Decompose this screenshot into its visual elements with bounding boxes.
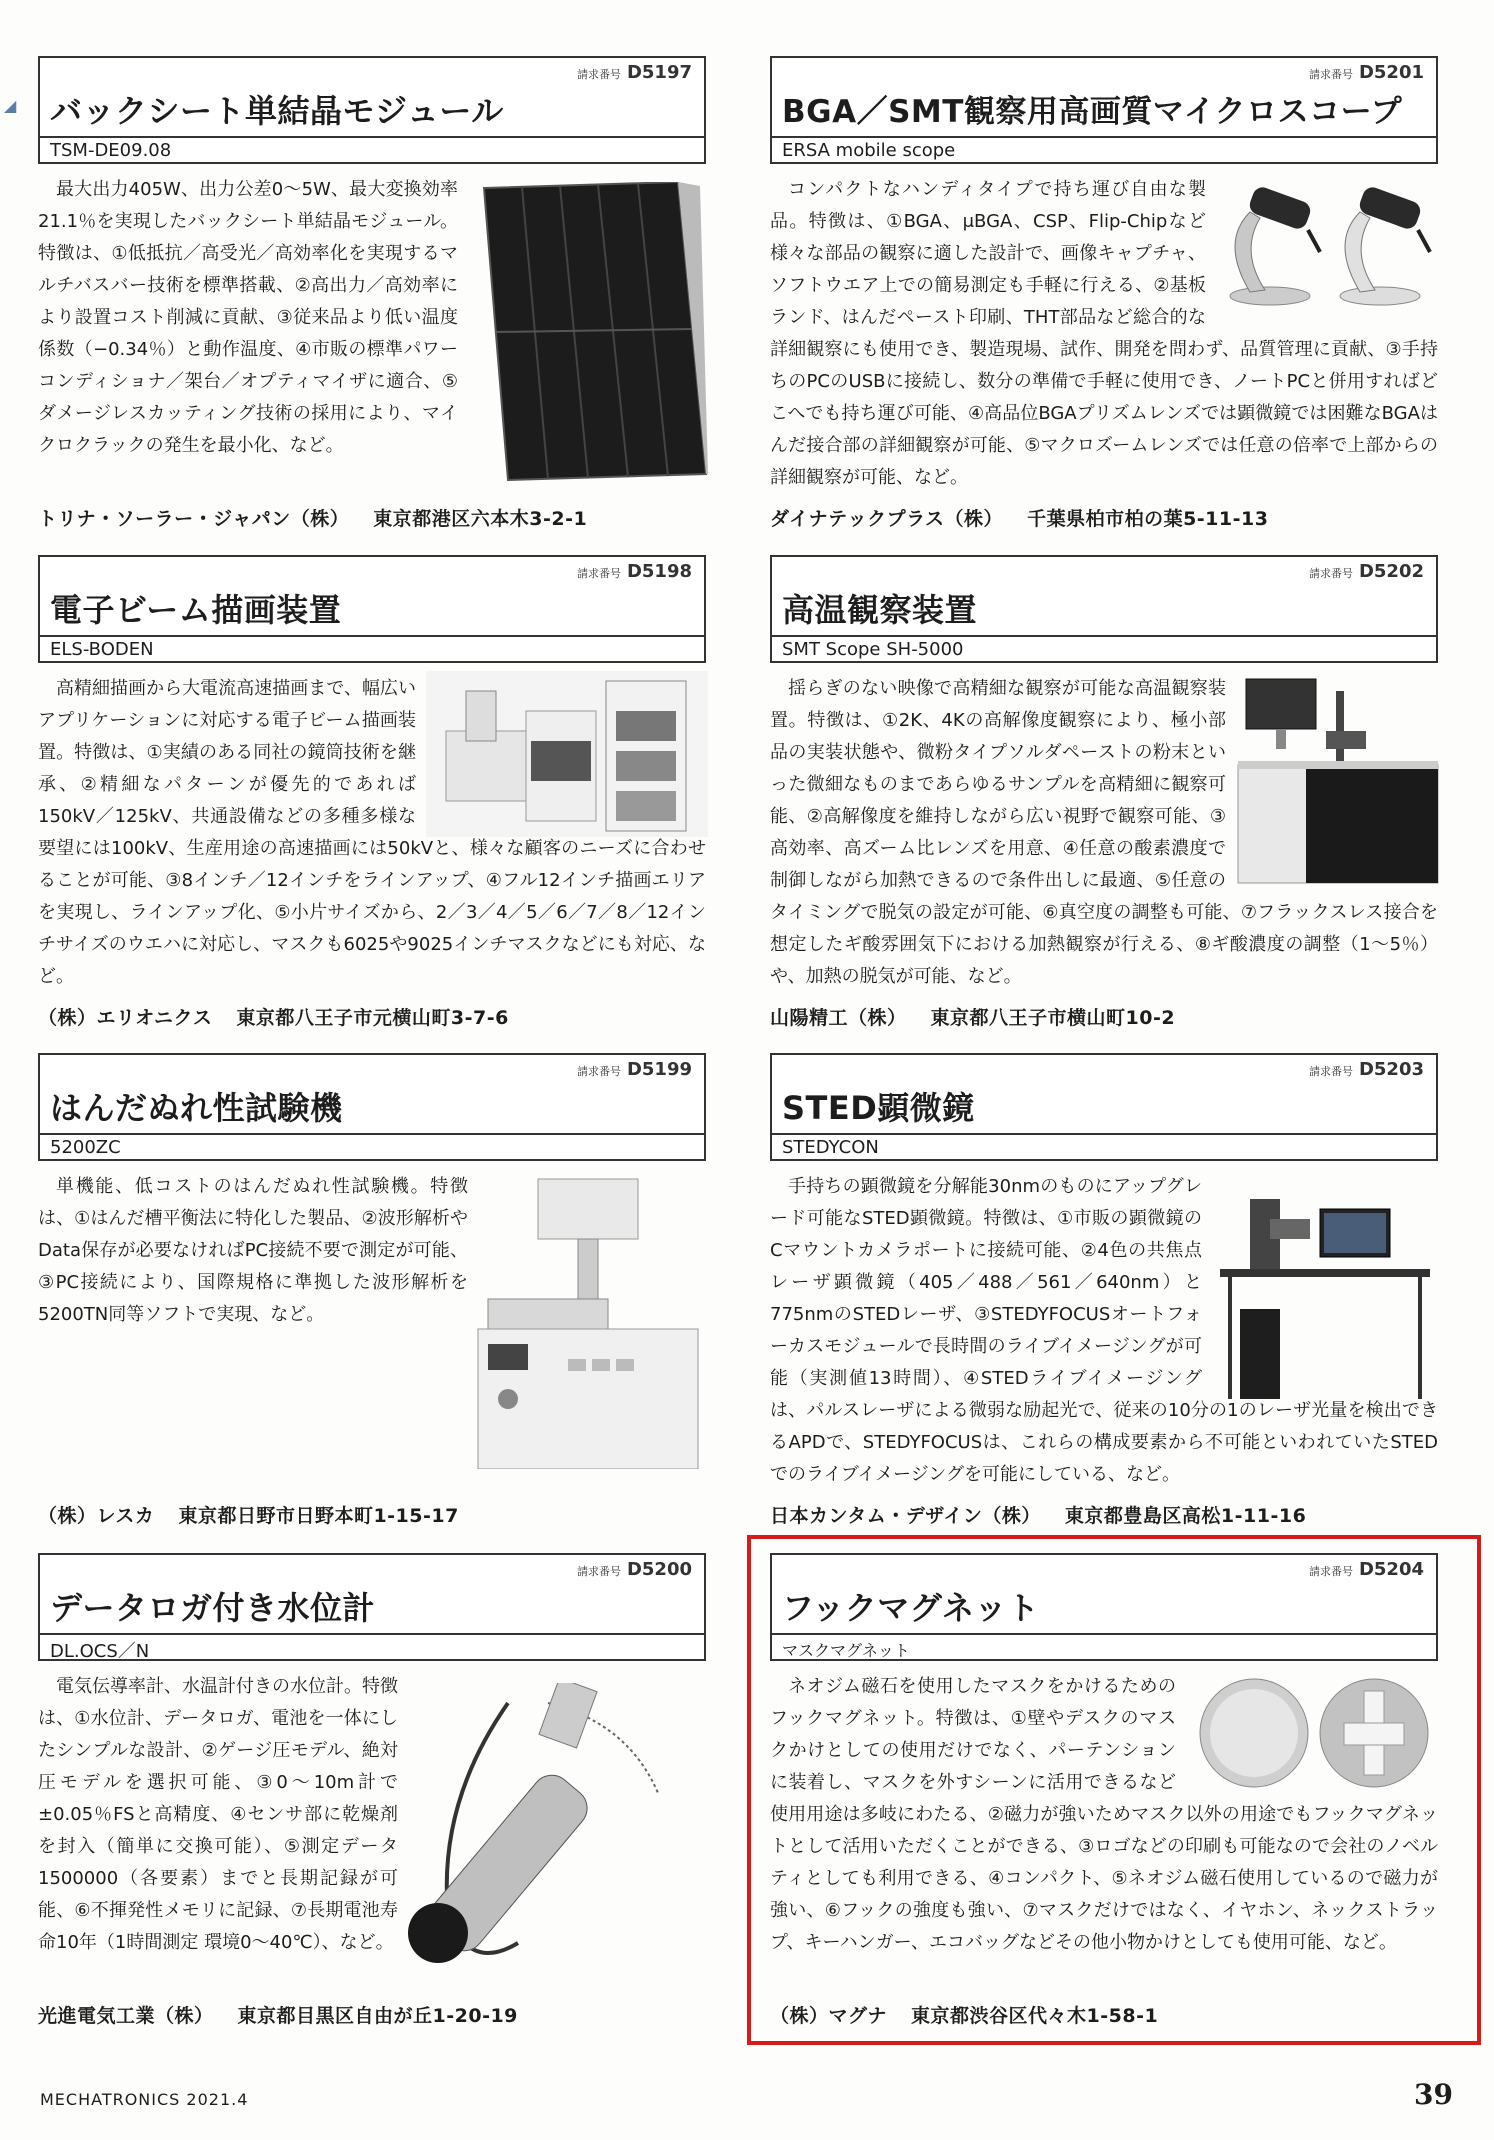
model-bar [770,1633,1438,1661]
product-description: 単機能、低コストのはんだぬれ性試験機。特徴は、①はんだ槽平衡法に特化した製品、②波形解析やData保存が必要なければPC接続不要で測定が可能、③PC接続により、国際規格に準拠した波形解析を5200TN同等ソフトで実現、など。 [38,1176,468,1325]
product-card [770,1053,1440,1533]
product-description: 電気伝導率計、水温計付きの水位計。特徴は、①水位計、データロガ、電池を一体にしたシンプルな設計、②ゲージ圧モデル、絶対圧モデルを選択可能、③0～10m計で±0.05％FSと高精度、④センサ部に乾燥剤を封入（簡単に交換可能）、⑤測定データ1500000（各要素）までと長期記録が可能、⑥不揮発性メモリに記録、⑦長期電池寿命10年（1時間測定 環境0～40℃）、など。 [38,1676,398,1953]
product-description: 最大出力405W、出力公差0～5W、最大変換効率21.1％を実現したバックシート単結晶モジュール。特徴は、①低抵抗／高受光／高効率化を実現するマルチバスバー技術を標準搭載、②高出力／高効率により設置コスト削減に貢献、③従来品より低い温度係数（−0.34％）と動作温度、④市販の標準パワーコンディショナ／架台／オプティマイザに適合、⑤ダメージレスカッティング技術の採用により、マイクロクラックの発生を最小化、など。 [38,179,458,456]
company-line [38,2001,518,2028]
model-name: TSM-DE09.08 [50,140,172,161]
product-title: はんだぬれ性試験機 [50,1089,343,1127]
product-title: 電子ビーム描画装置 [50,591,342,629]
product-title: バックシート単結晶モジュール [50,92,504,130]
solar-module-image [478,182,708,482]
company-address: 東京都渋谷区代々木1-58-1 [911,2005,1159,2027]
magazine-footer: MECHATRONICS 2021.4 [40,2090,249,2109]
product-card [770,1553,1440,2033]
model-bar [770,635,1438,663]
model-bar [38,1633,706,1661]
page-number: 39 [1414,2078,1453,2111]
model-name: STEDYCON [782,1137,879,1158]
product-description: 揺らぎのない映像で高精細な観察が可能な高温観察装置。特徴は、①2K、4Kの高解像度観察により、極小部品の実装状態や、微粉タイプソルダペーストの粉末といった微細なものまであらゆるサンプルを高精細に観察可能、②高解像度を維持しながら広い視野で観察可能、③高効率、高ズーム比レンズを用意、④任意の酸素濃度で制御しながら加熱できるので条件出しに最適、⑤任意のタイミングで脱気の設定が可能、⑥真空度の調整も可能、⑦フラックスレス接合を想定したギ酸雰囲気下における加熱観察が行える、⑧ギ酸濃度の調整（1～5％）や、加熱の脱気が可能、など。 [770,678,1438,987]
company-line [770,1501,1306,1528]
model-bar [38,635,706,663]
request-number: 請求番号 D5201 [1308,62,1424,83]
company-address: 千葉県柏市柏の葉5-11-13 [1027,508,1269,530]
company-name: （株）エリオニクス [38,1007,213,1029]
model-name: マスクマグネット [782,1641,910,1660]
solder-tester-image [468,1169,708,1469]
model-bar [770,1133,1438,1161]
request-number: 請求番号 D5198 [576,561,692,582]
request-number: 請求番号 D5203 [1308,1059,1424,1080]
company-address: 東京都八王子市横山町10-2 [930,1007,1176,1029]
product-title: データロガ付き水位計 [50,1589,376,1627]
product-description: ネオジム磁石を使用したマスクをかけるためのフックマグネット。特徴は、①壁やデスクのマスクかけとしての使用だけでなく、パーテンションに装着し、マスクを外すシーンに活用できるなど使用用途は多岐にわたる、②磁力が強いためマスク以外の用途でもフックマグネットとして活用いただくことができる、③ロゴなどの印刷も可能なので会社のノベルティとしても利用できる、④コンパクト、⑤ネオジム磁石使用しているので磁力が強い、⑥フックの強度も強い、⑦マスクだけではなく、イヤホン、ネックストラップ、キーハンガー、エコバッグなどその他小物かけとしても使用可能、など。 [770,1676,1438,1953]
product-description: コンパクトなハンディタイプで持ち運び自由な製品。特徴は、①BGA、μBGA、CSP、Flip-Chipなど様々な部品の観察に適した設計で、画像キャプチャ、ソフトウエア上での簡易測定も手軽に行える、②基板ランド、はんだペースト印刷、THT部品など総合的な詳細観察にも使用でき、製造現場、試作、開発を問わず、品質管理に貢献、③手持ちのPCのUSBに接続し、数分の準備で手軽に使用でき、ノートPCと併用すればどこへでも持ち運び可能、④高品位BGAプリズムレンズでは顕微鏡では困難なBGAはんだ接合部の詳細観察が可能、⑤マクロズームレンズでは任意の倍率で上部からの詳細観察が可能、など。 [770,179,1438,488]
model-name: ERSA mobile scope [782,140,956,161]
model-name: 5200ZC [50,1137,121,1158]
model-bar [38,1133,706,1161]
product-card [38,1553,708,2033]
company-address: 東京都八王子市元横山町3-7-6 [236,1007,509,1029]
company-name: トリナ・ソーラー・ジャパン（株） [38,508,350,530]
request-number: 請求番号 D5199 [576,1059,692,1080]
product-title: STED顕微鏡 [782,1089,975,1127]
product-card [38,56,708,536]
company-line [770,2001,1158,2028]
product-card [770,56,1440,536]
company-address: 東京都日野市日野本町1-15-17 [178,1505,459,1527]
model-name: SMT Scope SH-5000 [782,639,964,660]
model-name: DL.OCS／N [50,1641,150,1662]
model-bar [38,136,706,164]
company-name: 日本カンタム・デザイン（株） [770,1505,1041,1527]
company-name: 光進電気工業（株） [38,2005,214,2027]
product-title: フックマグネット [782,1589,1040,1627]
company-address: 東京都豊島区高松1-11-16 [1064,1505,1307,1527]
company-name: ダイナテックプラス（株） [770,508,1004,530]
company-line [38,1003,509,1030]
margin-mark: ◢ [4,96,17,115]
request-number: 請求番号 D5197 [576,62,692,83]
company-address: 東京都港区六本木3-2-1 [373,508,588,530]
product-card [38,555,708,1035]
water-level-meter-image [398,1683,708,1983]
company-name: （株）レスカ [38,1505,155,1527]
request-number: 請求番号 D5202 [1308,561,1424,582]
company-name: 山陽精工（株） [770,1007,907,1029]
company-line [38,1501,459,1528]
model-bar [770,136,1438,164]
company-line [38,504,587,531]
company-name: （株）マグナ [770,2005,888,2027]
product-description: 手持ちの顕微鏡を分解能30nmのものにアップグレード可能なSTED顕微鏡。特徴は、①市販の顕微鏡のCマウントカメラポートに接続可能、②4色の共焦点レーザ顕微鏡（405／488／561／640nm）と775nmのSTEDレーザ、③STEDYFOCUSオートフォーカスモジュールで長時間のライブイメージングが可能（実測値13時間）、④STEDライブイメージングは、パルスレーザによる微弱な励起光で、従来の10分の1のレーザ光量を検出できるAPDで、STEDYFOCUSは、これらの構成要素から不可能といわれていたSTEDでのライブイメージングを可能にしている、など。 [770,1176,1438,1485]
product-card [770,555,1440,1035]
company-line [770,504,1268,531]
model-name: ELS-BODEN [50,639,154,660]
company-address: 東京都目黒区自由が丘1-20-19 [237,2005,518,2027]
product-title: BGA／SMT観察用高画質マイクロスコープ [782,94,1403,130]
product-description: 高精細描画から大電流高速描画まで、幅広いアプリケーションに対応する電子ビーム描画装置。特徴は、①実績のある同社の鏡筒技術を継承、②精細なパターンが優先的であれば150kV／125kV、共通設備などの多種多様な要望には100kV、生産用途の高速描画には50kVと、様々な顧客のニーズに合わせることが可能、③8インチ／12インチをラインアップ、④フル12インチ描画エリアを実現し、ラインアップ化、⑤小片サイズから、2／3／4／5／6／7／8／12インチサイズのウエハに対応し、マスクも6025や9025インチマスクなどにも対応、など。 [38,678,706,987]
request-number: 請求番号 D5204 [1308,1559,1424,1580]
product-card [38,1053,708,1533]
product-title: 高温観察装置 [782,591,978,629]
request-number: 請求番号 D5200 [576,1559,692,1580]
company-line [770,1003,1175,1030]
